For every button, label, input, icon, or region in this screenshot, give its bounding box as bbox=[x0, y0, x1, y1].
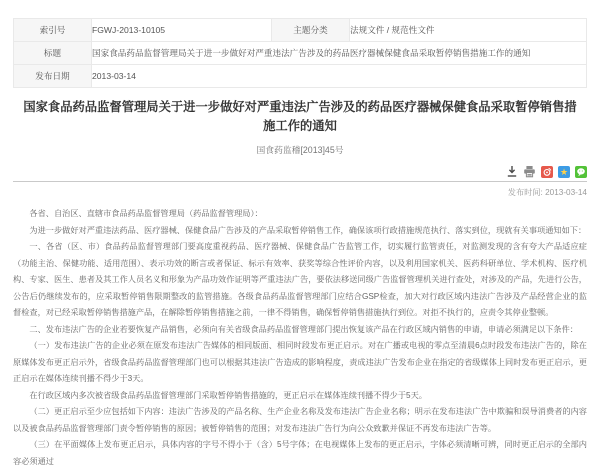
publish-time-value: 2013-03-14 bbox=[545, 188, 587, 197]
divider bbox=[13, 181, 587, 182]
paragraph-item-2: （二）更正启示至少应包括如下内容：违法广告涉及的产品名称、生产企业名称及发布违法广告企业名称；明示在发布违法广告中欺骗和误导消费者的内容以及被食品药品监督管理部门责令暂停销售的原因；被暂停销售的范围；对发布违法广告行为向公众致歉并保证不再发布违法广告等。 bbox=[13, 407, 587, 433]
subject-category-value: 法规文件 / 规范性文件 bbox=[350, 19, 587, 42]
paragraph-section-1: 一、各省（区、市）食品药品监督管理部门要高度重视药品、医疗器械、保健食品广告监管工作，切实履行监管责任，对监测发现的含有夸大产品适应症（功能主治、保健功能、适用范围）、表示功效的断言或者保证、标示有效率、获奖等综合性评价内容，以及利用国家机关、医药科研单位、学术机构、医疗机构、专家、医生、患者及其工作人员名义和形象为产品功效作证明等严重违法广告，要依法移送同级广告监督管理机关进行查处，对涉及的产品，先进行公告，公告后仍继续发布的，应采取暂停销售限期整改的监管措施。各级食品药品监督管理部门应结合GSP检查，加大对行政区域内违法广告涉及产品经营企业的监督检查，对已经采取暂停销售措施产品，在解除暂停销售措施之前，一律不得销售，确保暂停销售措施执行到位。对拒不执行的，应责令其停业整顿。 bbox=[13, 242, 587, 317]
paragraph-item-1b: 在行政区域内多次被省级食品药品监督管理部门采取暂停销售措施的，更正启示在媒体连续刊播不得少于5天。 bbox=[29, 390, 427, 400]
table-row bbox=[14, 42, 587, 65]
paragraph-salutation: 各省、自治区、直辖市食品药品监督管理局（药品监督管理局）： bbox=[29, 209, 263, 218]
paragraph-item-3: （三）在平面媒体上发布更正启示，具体内容的字号不得小于（含）5号字体；在电视媒体上发布的更正启示，字体必须清晰可辨，同时更正启示的全部内容必须通过 bbox=[13, 440, 587, 466]
document-body bbox=[13, 206, 587, 470]
table-row bbox=[14, 65, 587, 88]
table-row bbox=[14, 19, 587, 42]
publish-date-value: 2013-03-14 bbox=[92, 65, 587, 88]
action-toolbar bbox=[13, 165, 587, 178]
index-number-label: 索引号 bbox=[14, 19, 92, 42]
share-weibo-icon[interactable] bbox=[541, 166, 553, 178]
metadata-table bbox=[13, 18, 587, 88]
page-title: 国家食品药品监督管理局关于进一步做好对严重违法广告涉及的药品医疗器械保健食品采取暂停销售措施工作的通知 bbox=[23, 100, 577, 133]
doc-title-label: 标题 bbox=[14, 42, 92, 65]
subject-category-label: 主题分类 bbox=[272, 19, 350, 42]
publish-date-label: 发布日期 bbox=[14, 65, 92, 88]
publish-time bbox=[13, 187, 587, 198]
document-number: 国食药监稽[2013]45号 bbox=[256, 145, 344, 155]
doc-title-value: 国家食品药品监督管理局关于进一步做好对严重违法广告涉及的药品医疗器械保健食品采取暂停销售措施工作的通知 bbox=[92, 42, 587, 65]
share-qzone-icon[interactable]: ★ bbox=[559, 166, 569, 177]
index-number-value: FGWJ-2013-10105 bbox=[92, 19, 272, 42]
print-icon[interactable] bbox=[523, 165, 536, 178]
publish-time-label: 发布时间: bbox=[507, 188, 543, 197]
paragraph-item-1: （一）发布违法广告的企业必须在原发布违法广告媒体的相同版面、相同时段发布更正启示。对在广播或电视的零点至清晨6点时段发布违法广告的，除在原媒体发布更正启示外，省级食品药品监督管理部门也可以根据其违法广告造成的影响程度，责成违法广告发布企业在指定的省级媒体上同时发布更正启示，更正启示在媒体连续刊播不得少于3天。 bbox=[13, 341, 587, 383]
paragraph-intro: 为进一步做好对严重违法药品、医疗器械、保健食品广告涉及的产品采取暂停销售工作，确保该项行政措施规范执行、落实到位，现就有关事项通知如下： bbox=[29, 225, 587, 235]
paragraph-section-2: 二、发布违法广告的企业若要恢复产品销售，必须向有关省级食品药品监督管理部门提出恢复该产品在行政区域内销售的申请，申请必须满足以下条件： bbox=[29, 324, 578, 334]
download-icon[interactable] bbox=[506, 165, 518, 178]
share-wechat-icon[interactable] bbox=[575, 166, 587, 178]
